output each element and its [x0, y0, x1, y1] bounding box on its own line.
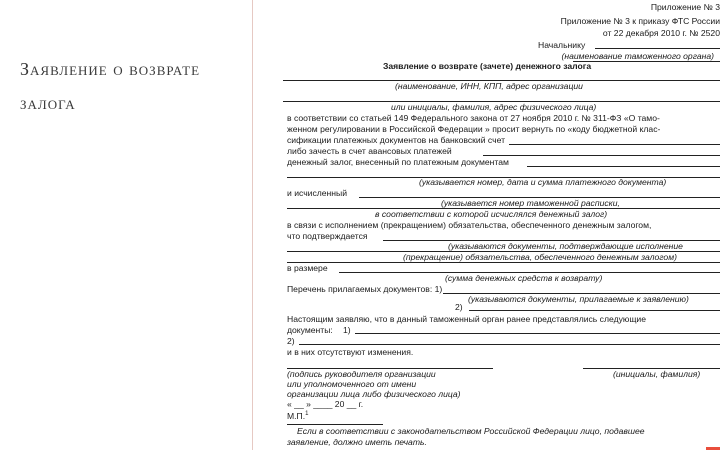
doc-hint: (указывается номер, дата и сумма платежного документа) — [419, 177, 667, 187]
chief-line — [595, 48, 720, 49]
footnote-line2: заявление, должно иметь печать. — [287, 437, 427, 447]
payment-line — [527, 166, 720, 167]
declared-item-1: 1) — [343, 325, 351, 335]
chief-line-2 — [573, 61, 720, 62]
chief-label: Начальнику — [538, 40, 586, 50]
para1-line5: денежный залог, внесенный по платежным документам — [287, 157, 509, 167]
calculated-label: и исчисленный — [287, 188, 348, 198]
signature-hint-1: (подпись руководителя организации — [287, 369, 436, 379]
confirm-hint-1: (указываются документы, подтверждающие исполнение — [448, 241, 683, 251]
no-changes: и в них отсутствуют изменения. — [287, 347, 414, 357]
declare-line1: Настоящим заявляю, что в данный таможенный орган ранее представлялись следующие — [287, 314, 646, 324]
footnote-divider — [287, 424, 383, 425]
receipt-hint-2: в соответствии с которой исчислялся денежный залог) — [375, 209, 608, 219]
annex-date: от 22 декабря 2010 г. № 2520 — [602, 28, 720, 38]
para1-line4: либо зачесть в счет авансовых платежей — [287, 146, 452, 156]
para2-line1: в связи с исполнением (прекращением) обязательства, обеспеченного денежным залогом, — [287, 220, 652, 230]
date-field: « __ » ____ 20 __ г. — [287, 399, 364, 409]
initials-hint: (инициалы, фамилия) — [613, 369, 701, 379]
chief-hint: (наименование таможенного органа) — [561, 51, 714, 61]
slide-title: Заявление о возврате залога — [20, 59, 201, 113]
receipt-hint-1: (указывается номер таможенной расписки, — [441, 198, 620, 208]
confirm-line-3 — [287, 262, 720, 263]
footnote-line1: Если в соответствии с законодательством Российской Федерации лицо, подавшее — [297, 426, 645, 436]
attachments-hint: (указываются документы, прилагаемые к заявлению) — [468, 294, 689, 304]
declared-item-2: 2) — [287, 336, 295, 346]
attachment-item-2-line — [469, 310, 720, 311]
para1-line3: сификации платежных документов на банковский счет — [287, 135, 506, 145]
para1-line2: женном регулировании в Российской Федерации » просит вернуть по «коду бюджетной клас- — [287, 124, 661, 134]
signature-hint-3: организации лица либо физического лица) — [287, 389, 461, 399]
attachment-item-2: 2) — [455, 302, 463, 312]
stamp-label — [287, 409, 308, 421]
confirm-hint-2: (прекращение) обязательства, обеспеченного денежным залогом) — [403, 252, 677, 262]
person-hint: или инициалы, фамилия, адрес физического лица) — [391, 102, 597, 112]
form-title: Заявление о возврате (зачете) денежного залога — [383, 61, 592, 71]
para2-line2: что подтверждается — [287, 231, 368, 241]
attachments-label: Перечень прилагаемых документов: 1) — [287, 284, 443, 294]
annex-full: Приложение № 3 к приказу ФТС России — [560, 16, 720, 26]
org-hint: (наименование, ИНН, КПП, адрес организации — [395, 81, 583, 91]
account-line — [509, 144, 720, 145]
stamp-footnote-mark: 1 — [305, 411, 309, 417]
signature-hint-2: или уполномоченного от имени — [287, 379, 417, 389]
declare-line2: документы: — [287, 325, 333, 335]
declared-item-2-line — [299, 344, 720, 345]
stamp-text: М.П. — [287, 410, 306, 421]
application-form — [283, 0, 720, 450]
para1-line1: в соответствии со статьей 149 Федерального закона от 27 ноября 2010 г. № 311-ФЗ «О тамо- — [287, 113, 660, 123]
amount-hint: (сумма денежных средств к возврату) — [445, 273, 603, 283]
amount-label: в размере — [287, 263, 328, 273]
declared-item-1-line — [355, 333, 720, 334]
annex-top: Приложение № 3 — [650, 2, 720, 12]
advance-line — [483, 155, 720, 156]
